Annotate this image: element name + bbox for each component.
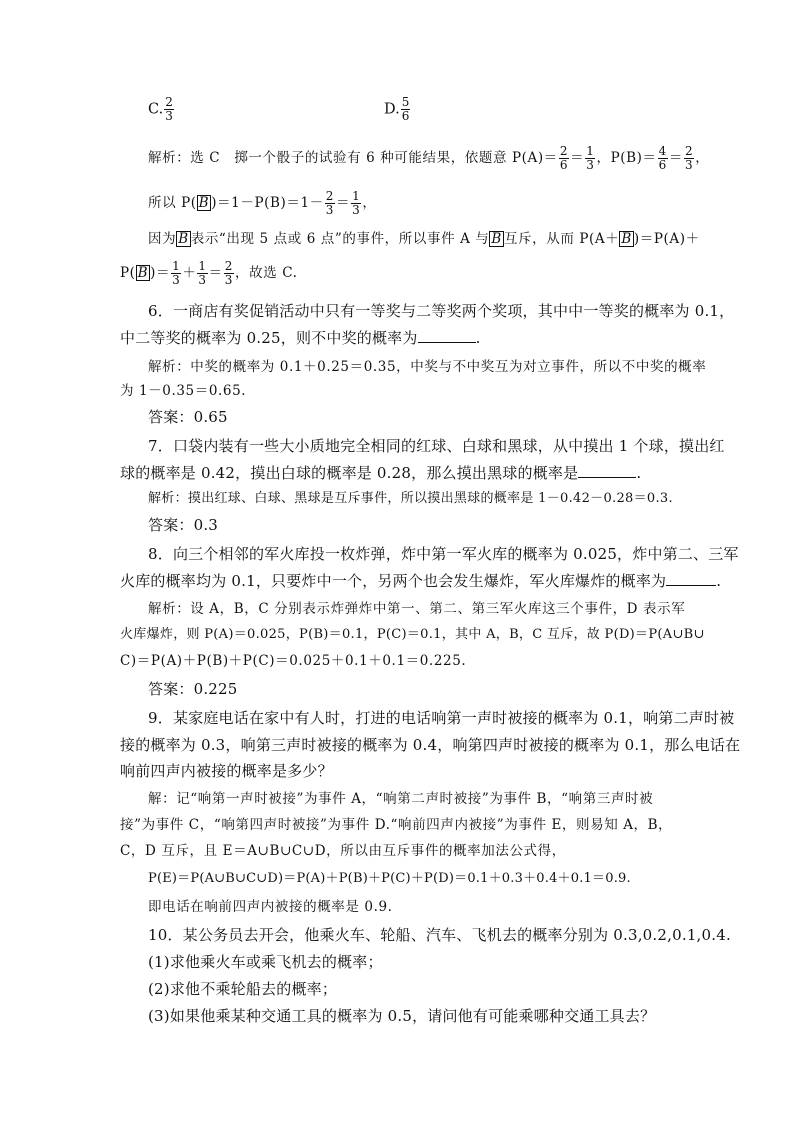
q9-solution-line-3: C，D 互斥，且 E＝A∪B∪C∪D，所以由互斥事件的概率加法公式得， [120,843,566,859]
q10-part-1: (1)求他乘火车或乘飞机去的概率； [148,953,383,971]
q8-solution-line-1: 解析：设 A，B，C 分别表示炸弹炸中第一、第二、第三军火库这三个事件，D 表示军 [148,601,686,617]
fraction [658,145,668,172]
complement-event: B [198,195,210,211]
option-c-fraction [164,96,174,123]
text: . [716,572,722,590]
q9-line-3: 响前四声内被接的概率是多少？ [120,762,333,780]
fraction-denominator: 3 [325,203,335,217]
text: . [475,329,481,347]
fraction-denominator: 3 [198,273,207,287]
text: )＝1－P(B)＝1－ [211,195,324,211]
q6-line-2 [120,327,684,349]
q5-solution-line-2 [148,190,684,217]
fraction-numerator: 2 [559,144,569,158]
q9-solution-line-2: 接”为事件 C，“响第四声时被接”为事件 D.“响前四声内被接”为事件 E，则易知 A，B， [120,817,673,833]
q10-part-3: (3)如果他乘某种交通工具的概率为 0.5，请问他有可能乘哪种交通工具去？ [148,1007,656,1025]
q5-solution-line-4 [120,260,684,287]
text: ＝ [336,195,351,211]
fraction-numerator: 1 [352,189,361,203]
fraction-numerator: 2 [224,259,234,273]
q7-solution: 解析：摸出红球、白球、黑球是互斥事件，所以摸出黑球的概率是 1－0.42－0.28＝0.3. [148,491,673,506]
text: 互斥，从而 P(A＋ [503,231,620,247]
q8-solution-line-2: 火库爆炸，则 P(A)＝0.025，P(B)＝0.1，P(C)＝0.1，其中 A，B，C 互斥，故 P(D)＝P(A∪B∪ [120,627,705,642]
fraction-denominator: 6 [401,109,410,123]
text: P( [120,265,136,281]
fraction [559,145,569,172]
text: ＝ [570,150,585,166]
q6-solution-line-2: 为 1－0.35＝0.65. [120,383,247,399]
fraction [585,145,595,172]
q7-line-2 [120,462,684,484]
fraction-numerator: 1 [172,259,181,273]
q9-solution-line-4: P(E)＝P(A∪B∪C∪D)＝P(A)＋P(B)＋P(C)＋P(D)＝0.1＋0.3＋0.4＋0.1＝0.9. [148,871,631,886]
option-c-label: C. [148,101,164,118]
q5-solution-line-1 [148,144,710,172]
complement-event: B [178,231,189,247]
text: )＝ [150,265,171,281]
q8-line-2 [120,570,722,592]
q7-answer: 答案：0.3 [148,516,219,534]
text: 表示“出现 5 点或 6 点”的事件，所以事件 A 与 [190,231,490,247]
answer-blank [666,571,716,586]
fraction [171,260,181,287]
fraction [197,260,207,287]
fraction [325,190,335,217]
q8-line-1: 8．向三个相邻的军火库投一枚炸弹，炸中第一军火库的概率为 0.025，炸中第二、三军 [148,545,739,563]
text: ， [362,195,377,211]
fraction-numerator: 5 [401,95,410,109]
q9-solution-line-5: 即电话在响前四声内被接的概率是 0.9. [148,899,393,915]
fraction-denominator: 3 [172,273,181,287]
fraction-denominator: 3 [352,203,361,217]
q10-part-2: (2)求他不乘轮船去的概率； [148,980,338,998]
answer-blank [418,328,476,343]
text: 所以 P( [148,195,197,211]
q6-line-1: 6．一商店有奖促销活动中只有一等奖与二等奖两个奖项，其中中一等奖的概率为 0.1， [148,302,735,320]
text: ＝ [208,265,223,281]
option-c [148,96,175,123]
fraction-denominator: 3 [684,158,694,172]
q8-solution-line-3: C)＝P(A)＋P(B)＋P(C)＝0.025＋0.1＋0.1＝0.225. [120,653,467,669]
fraction-denominator: 3 [586,158,595,172]
answer-blank [578,463,636,478]
fraction-denominator: 3 [165,109,173,123]
option-d-fraction [401,96,411,123]
fraction-numerator: 1 [586,144,595,158]
q5-solution-line-3 [148,228,700,250]
fraction-numerator: 2 [684,144,694,158]
text: 中二等奖的概率为 0.25，则不中奖的概率为 [120,329,418,347]
q8-answer: 答案：0.225 [148,680,238,698]
fraction-numerator: 2 [165,95,173,109]
q9-line-1: 9．某家庭电话在家中有人时，打进的电话响第一声时被接的概率为 0.1，响第二声时被 [148,709,735,727]
text: ，故选 C. [235,265,298,281]
fraction-denominator: 6 [658,158,667,172]
q9-line-2: 接的概率为 0.3，响第三声时被接的概率为 0.4，响第四声时被接的概率为 0.1，那么电话在 [120,736,741,754]
fraction [351,190,361,217]
text: 解析：选 C 掷一个骰子的试验有 6 种可能结果，依题意 P(A)＝ [148,150,558,166]
text: ＝ [668,150,683,166]
complement-event: B [491,231,502,247]
q10-line-1: 10．某公务员去开会，他乘火车、轮船、汽车、飞机去的概率分别为 0.3,0.2,0.1,0.4. [148,926,731,944]
text: 火库的概率均为 0.1，只要炸中一个，另两个也会发生爆炸，军火库爆炸的概率为 [120,572,667,590]
fraction-denominator: 3 [224,273,234,287]
fraction [684,145,694,172]
fraction-numerator: 4 [658,144,667,158]
text: 因为 [148,231,177,247]
text: ＋ [182,265,197,281]
q6-answer: 答案：0.65 [148,408,228,426]
q6-solution-line-1: 解析：中奖的概率为 0.1＋0.25＝0.35，中奖与不中奖互为对立事件，所以不中奖的概率 [148,359,707,375]
text: )＝P(A)＋ [633,231,700,247]
q9-solution-line-1: 解：记“响第一声时被接”为事件 A，“响第二声时被接”为事件 B，“响第三声时被 [148,791,654,807]
fraction [224,260,234,287]
q7-line-1: 7．口袋内装有一些大小质地完全相同的红球、白球和黑球，从中摸出 1 个球，摸出红 [148,437,725,455]
complement-event: B [137,265,149,281]
fraction-denominator: 6 [559,158,569,172]
fraction-numerator: 1 [198,259,207,273]
text: 球的概率是 0.42，摸出白球的概率是 0.28，那么摸出黑球的概率是 [120,464,579,482]
text: ，P(B)＝ [596,150,657,166]
complement-event: B [621,231,632,247]
fraction-numerator: 2 [325,189,335,203]
text: . [636,464,642,482]
option-d-label: D. [384,101,400,118]
text: ， [695,150,710,166]
option-d [384,96,411,123]
